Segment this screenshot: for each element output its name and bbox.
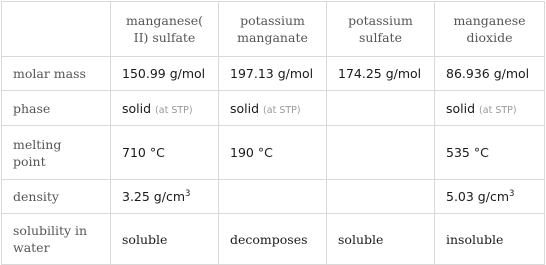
column-header-manganese-dioxide bbox=[435, 2, 545, 57]
row-header-solubility-in-water bbox=[2, 214, 111, 265]
table-cell: 535 °C bbox=[435, 126, 545, 180]
table-cell: 710 °C bbox=[111, 126, 219, 180]
cell-value: 3.25 g/cm bbox=[122, 189, 186, 204]
row-header-melting-point bbox=[2, 126, 111, 180]
row-header-line: point bbox=[13, 153, 46, 169]
cell-value: solid bbox=[230, 100, 260, 116]
table-cell: insoluble bbox=[435, 214, 545, 265]
cell-value: solid bbox=[446, 100, 476, 116]
table-cell bbox=[111, 180, 219, 214]
column-header-line: manganese bbox=[453, 13, 526, 28]
row-header-phase: phase bbox=[2, 91, 111, 126]
table-cell: 150.99 g/mol bbox=[111, 57, 219, 91]
row-header-line: melting bbox=[13, 136, 62, 152]
cell-note: (at STP) bbox=[263, 104, 301, 116]
column-header-line: II) sulfate bbox=[133, 30, 196, 45]
row-header-line: water bbox=[13, 240, 50, 255]
table-row-solubility bbox=[2, 214, 545, 265]
table-cell bbox=[327, 180, 435, 214]
cell-value: 5.03 g/cm bbox=[446, 189, 510, 204]
row-header-molar-mass: molar mass bbox=[2, 57, 111, 91]
column-header-line: potassium bbox=[348, 13, 413, 28]
column-header-line: dioxide bbox=[466, 30, 513, 45]
table-cell: decomposes bbox=[219, 214, 327, 265]
table-cell bbox=[219, 180, 327, 214]
table-cell: 174.25 g/mol bbox=[327, 57, 435, 91]
table-row-molar-mass bbox=[2, 57, 545, 91]
properties-table bbox=[1, 1, 545, 265]
table-cell bbox=[435, 91, 545, 126]
cell-value: solid bbox=[122, 100, 152, 116]
column-header-line: manganese( bbox=[126, 13, 203, 28]
table-cell bbox=[327, 126, 435, 180]
table-cell: 86.936 g/mol bbox=[435, 57, 545, 91]
table-cell: soluble bbox=[111, 214, 219, 265]
column-header-potassium-sulfate bbox=[327, 2, 435, 57]
table-cell bbox=[219, 91, 327, 126]
table-row-melting-point bbox=[2, 126, 545, 180]
table-cell: 190 °C bbox=[219, 126, 327, 180]
column-header-potassium-manganate bbox=[219, 2, 327, 57]
table-cell: 197.13 g/mol bbox=[219, 57, 327, 91]
corner-cell bbox=[2, 2, 111, 57]
table-row-density bbox=[2, 180, 545, 214]
row-header-line: solubility in bbox=[13, 223, 88, 238]
table-cell bbox=[327, 91, 435, 126]
cell-note: (at STP) bbox=[479, 104, 517, 116]
table-cell bbox=[111, 91, 219, 126]
cell-exponent: 3 bbox=[509, 189, 515, 199]
table-row-phase bbox=[2, 91, 545, 126]
column-header-line: sulfate bbox=[359, 30, 402, 45]
column-header-line: potassium bbox=[240, 13, 305, 28]
column-header-line: manganate bbox=[237, 30, 308, 45]
cell-note: (at STP) bbox=[155, 104, 193, 116]
column-header-manganese-ii-sulfate bbox=[111, 2, 219, 57]
table-cell bbox=[435, 180, 545, 214]
table-cell: soluble bbox=[327, 214, 435, 265]
cell-exponent: 3 bbox=[185, 189, 191, 199]
row-header-density: density bbox=[2, 180, 111, 214]
header-row bbox=[2, 2, 545, 57]
